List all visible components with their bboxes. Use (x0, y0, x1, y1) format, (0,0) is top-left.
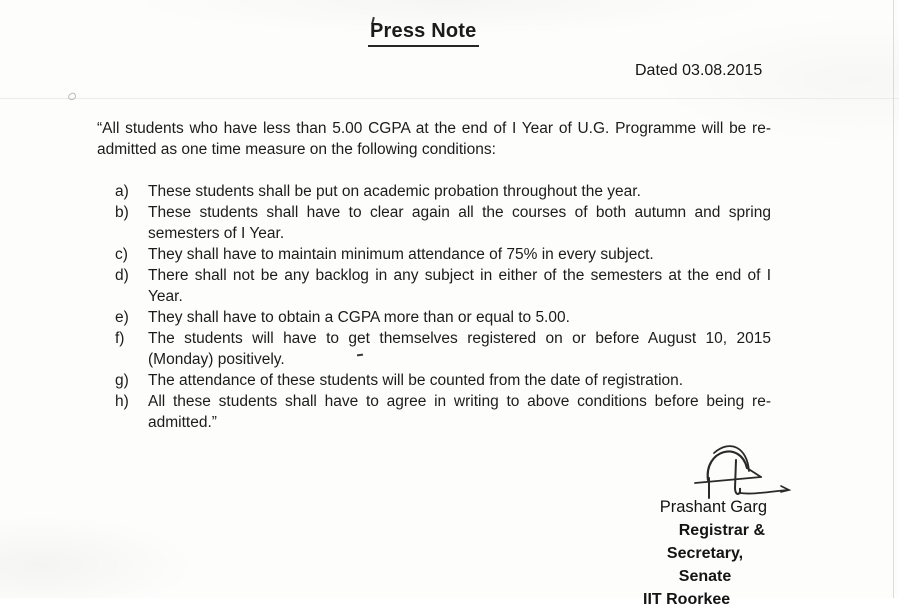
list-item (97, 265, 771, 307)
scan-artifact-speck (67, 92, 77, 101)
signatory-name: Prashant Garg (659, 498, 767, 516)
list-item-text: They shall have to maintain minimum attendance of 75% in every subject. (148, 246, 654, 263)
date-line: Dated 03.08.2015 (635, 62, 763, 79)
list-item-text: They shall have to obtain a CGPA more than or equal to 5.00. (148, 309, 570, 326)
list-item (97, 202, 771, 244)
list-item-label: c) (115, 246, 128, 263)
list-item-text: The attendance of these students will be counted from the date of registration. (148, 372, 684, 389)
signatory-title: Registrar & (678, 522, 765, 539)
list-item-label: g) (115, 372, 129, 389)
list-item (97, 328, 771, 370)
scan-artifact-vertical-line (893, 0, 894, 598)
list-item-text: These students shall be put on academic probation throughout the year. (148, 183, 641, 200)
list-item-text: All these students shall have to agree in writing to above conditions before being re-admitted.” (148, 393, 771, 431)
list-item (97, 370, 771, 391)
list-item (97, 244, 771, 265)
signature-scribble-icon (692, 438, 800, 500)
signatory-title: Secretary, Senate (666, 545, 744, 585)
list-item-label: b) (115, 204, 129, 221)
list-item (97, 181, 771, 202)
list-item-label: e) (115, 309, 129, 326)
conditions-list (97, 181, 771, 433)
list-item-label: h) (115, 393, 129, 410)
list-item-text: The students will have to get themselves registered on or before August 10, 2015 (Monday) positively. (148, 330, 771, 368)
scan-artifact-horizontal-line (0, 98, 899, 99)
list-item-label: d) (115, 267, 129, 284)
list-item-label: f) (115, 330, 125, 347)
signature-block (640, 496, 770, 611)
list-item-text: There shall not be any backlog in any subject in either of the semesters at the end of I Year. (148, 267, 771, 305)
list-item (97, 307, 771, 328)
document-title: Press Note (368, 20, 479, 47)
list-item (97, 391, 771, 433)
signatory-org: IIT Roorkee (643, 591, 731, 608)
list-item-text: These students shall have to clear again all the courses of both autumn and spring semesters of I Year. (148, 204, 771, 242)
intro-paragraph: “All students who have less than 5.00 CGPA at the end of I Year of U.G. Programme will be re-admitted as one time measure on the following conditions: (97, 120, 771, 158)
list-item-label: a) (115, 183, 129, 200)
